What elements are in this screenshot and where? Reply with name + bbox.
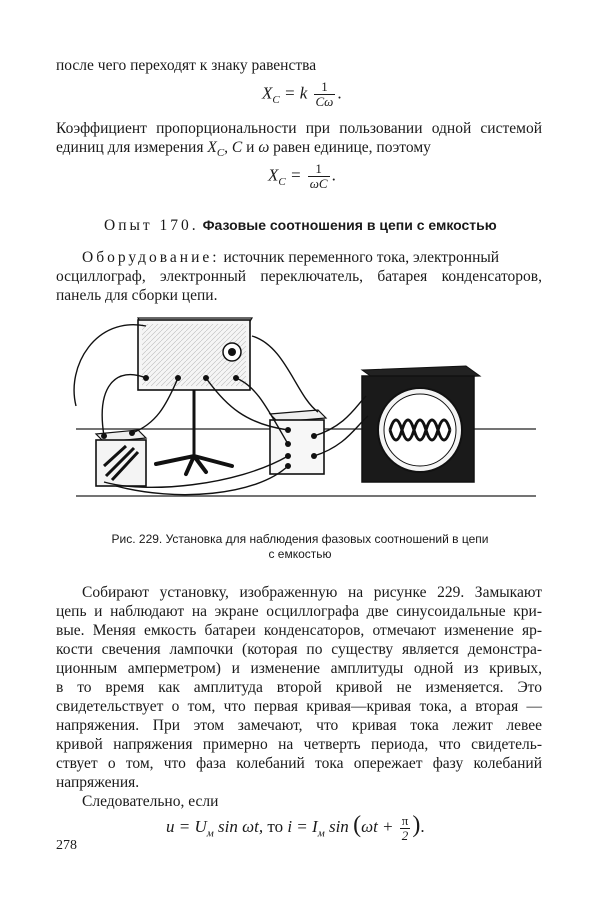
- text-line: напряжения.: [56, 774, 140, 791]
- formula-reactance: $X_C$ = $\frac{1}{\omega C}$ .: [268, 161, 336, 191]
- figure-caption: Рис. 229. Установка для наблюдения фазовых соотношений в цепи с емкостью: [111, 532, 489, 561]
- experiment-heading: Опыт 170. Фазовые соотношения в цепи с емкостью: [104, 217, 497, 234]
- text-line: после чего переходят к знаку равенства: [56, 57, 317, 74]
- text-line: кривой напряжения примерно на четверть периода, что свидетель-: [56, 736, 542, 753]
- text-line: единиц для измерения $X_C$, C и ω равен единице, поэтому: [56, 139, 431, 160]
- text-line: Собирают установку, изображенную на рисунке 229. Замыкают: [82, 584, 542, 601]
- text-line: Следовательно, если: [82, 793, 219, 810]
- oscilloscope: [362, 366, 480, 482]
- figure-229-apparatus: [56, 306, 546, 526]
- formula-reactance-proportional: $X_C = k$ $\frac{1}{C\omega}$ .: [262, 79, 342, 109]
- text-line: ствует о том, что фаза колебаний тока опережает фазу колебаний: [56, 755, 542, 772]
- circuit-panel: [138, 318, 252, 390]
- text-line: цепь и наблюдают на экране осциллографа две синусоидальные кри-: [56, 603, 542, 620]
- text-line: в то время как амплитуда второй кривой не изменяется. Это: [56, 679, 542, 696]
- text-line: осциллограф, электронный переключатель, батарея конденсаторов,: [56, 268, 542, 285]
- text-line: вые. Меняя емкость батареи конденсаторов, отмечают изменение яр-: [56, 622, 542, 639]
- panel-stand: [156, 390, 232, 474]
- text-line: Коэффициент пропорциональности при пользовании одной системой: [56, 120, 542, 137]
- formula-current-voltage: $u = U_м$ sin ωt, то $i = I_м$ sin (ωt + $\frac{\pi}{2}$ ).: [166, 812, 425, 843]
- capacitor-battery: [96, 430, 146, 486]
- text-line: свидетельствует о том, что первая кривая—кривая тока, а вторая —: [56, 698, 542, 715]
- page-number: 278: [56, 838, 77, 853]
- electronic-switch: [270, 410, 326, 474]
- equipment-line: Оборудование: источник переменного тока, электронный: [82, 249, 500, 266]
- text-line: кости свечения лампочки (которая по существу является демонстра-: [56, 641, 542, 658]
- text-line: панель для сборки цепи.: [56, 287, 218, 304]
- text-line: напряжения. При этом замечают, что кривая тока лежит левее: [56, 717, 542, 734]
- text-line: ционным амперметром) и изменение амплитуды одной из кривых,: [56, 660, 542, 677]
